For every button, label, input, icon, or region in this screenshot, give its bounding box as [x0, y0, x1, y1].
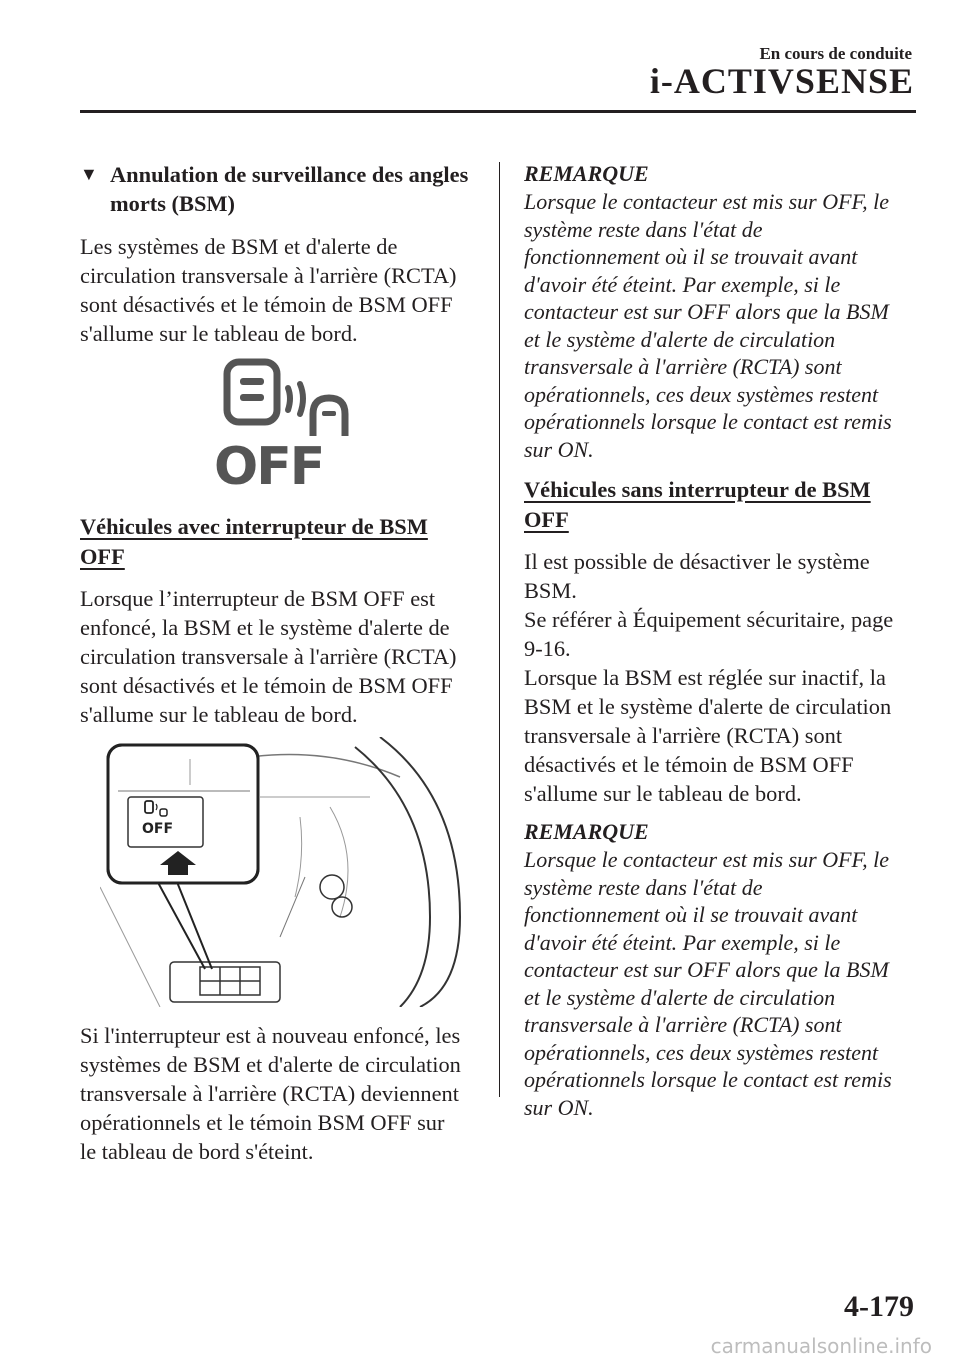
note-body-2: Lorsque le contacteur est mis sur OFF, le système reste dans l'état de fonctionnement où il se trouvait avant d'avoir été éteint. Par exemple, si le contacteur est sur OFF alors que la BSM et le système d'alerte de circulation transversale à l'arrière (RCTA) sont opérationnels, ces deux systèmes restent opérationnels lorsque le contact est remis sur ON. [524, 847, 892, 1120]
left-column [80, 160, 480, 1166]
press-again-paragraph: Si l'interrupteur est à nouveau enfoncé, les systèmes de BSM et d'alerte de circulation transversale à l'arrière (RCTA) deviennent opérationnels et le témoin BSM OFF sur le tableau de bord s'éteint. [80, 1023, 461, 1164]
switch-off-text: OFF [142, 821, 174, 837]
bsm-off-indicator-icon [80, 358, 480, 488]
dashboard-switch-illustration [100, 737, 465, 1007]
sub-heading-without-switch: Véhicules sans interrupteur de BSM OFF [524, 477, 871, 532]
bsm-off-text: OFF [214, 437, 324, 488]
note-label: REMARQUE [524, 161, 649, 186]
watermark: carmanualsonline.info [710, 1334, 932, 1358]
sub-heading-with-switch: Véhicules avec interrupteur de BSM OFF [80, 514, 428, 569]
header-rule [80, 110, 916, 113]
column-divider [499, 162, 500, 1097]
section-heading [80, 160, 480, 218]
right-column [524, 160, 916, 1121]
running-head: En cours de conduite [759, 44, 912, 63]
note-body: Lorsque le contacteur est mis sur OFF, le système reste dans l'état de fonctionnement où il se trouvait avant d'avoir été éteint. Par exemple, si le contacteur est sur OFF alors que la BSM et le système d'alerte de circulation transversale à l'arrière (RCTA) sont opérationnels, ces deux systèmes restent opérationnels lorsque le contact est remis sur ON. [524, 189, 892, 462]
page-number: 4-179 [844, 1290, 914, 1323]
section-heading-text: Annulation de surveillance des angles morts (BSM) [110, 162, 469, 216]
intro-paragraph: Les systèmes de BSM et d'alerte de circulation transversale à l'arrière (RCTA) sont désactivés et le témoin de BSM OFF s'allume sur le tableau de bord. [80, 234, 457, 346]
without-switch-paragraph: Il est possible de désactiver le système BSM. Se référer à Équipement sécuritaire, page 9-16. Lorsque la BSM est réglée sur inactif, la BSM et le système d'alerte de circulation transversale à l'arrière (RCTA) sont désactivés et le témoin de BSM OFF s'allume sur le tableau de bord. [524, 549, 894, 806]
section-title: i-ACTIVSENSE [649, 61, 914, 101]
with-switch-paragraph: Lorsque l’interrupteur de BSM OFF est enfoncé, la BSM et le système d'alerte de circulation transversale à l'arrière (RCTA) sont désactivés et le témoin de BSM OFF s'allume sur le tableau de bord. [80, 586, 457, 727]
note-label-2: REMARQUE [524, 819, 649, 844]
triangle-marker-icon: ▼ [80, 164, 98, 184]
